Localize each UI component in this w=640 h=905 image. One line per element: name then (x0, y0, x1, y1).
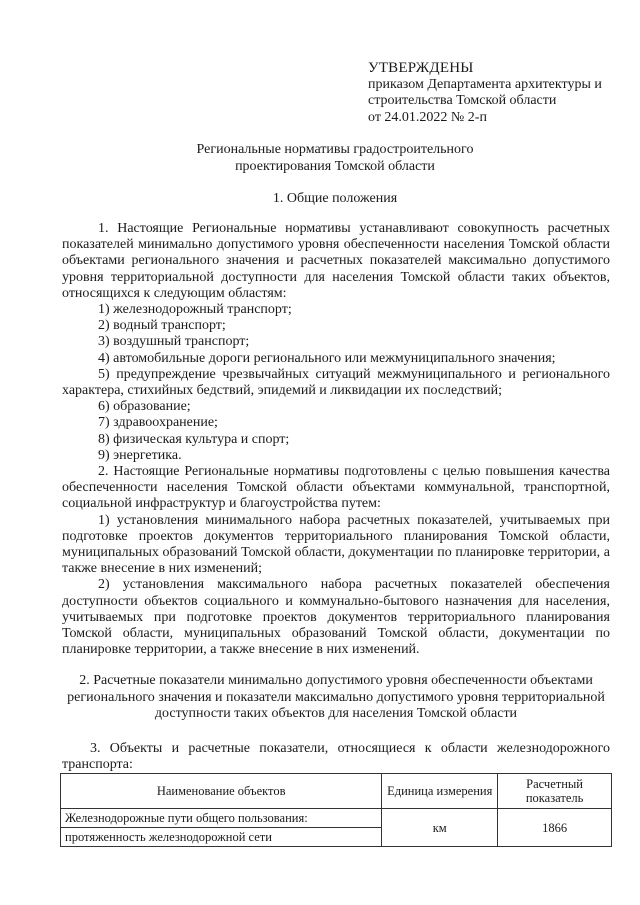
document-title (90, 142, 580, 175)
value-cell: 1866 (498, 809, 612, 847)
list-item: 2) установления максимального набора расчетных показателей обеспечения доступности объектов социального и коммунально-бытового назначения для населения, учитываемых при подготовке проектов документов территориального планирования Томской области, муниципальных образований Томской области, документации по планировке территории, а также внесение в них изменений. (62, 577, 610, 658)
section-1-heading: 1. Общие положения (272, 191, 398, 206)
approval-line: приказом Департамента архитектуры и (368, 76, 602, 92)
section-2-heading (62, 673, 610, 723)
table-cell: Железнодорожные пути общего пользования: (61, 809, 382, 828)
table-cell: протяженность железнодорожной сети (61, 828, 382, 847)
column-header: Единица измерения (382, 774, 498, 809)
list-item: 5) предупреждение чрезвычайных ситуаций межмуниципального и регионального характера, стихийных бедствий, эпидемий и ликвидации их последствий; (62, 366, 610, 399)
title-line: проектирования Томской области (235, 158, 435, 174)
paragraph-2: 2. Настоящие Региональные нормативы подготовлены с целью повышения качества обеспеченности населения Томской области объектами коммунальной, транспортной, социальной инфраструктур и благоустройства путем: (62, 464, 610, 512)
column-header: Наименование объектов (61, 774, 382, 809)
unit-cell: км (382, 809, 498, 847)
heading-line: регионального значения и показатели максимально допустимого уровня территориальной (67, 689, 605, 705)
column-header: Расчетный показатель (498, 774, 612, 809)
list-item: 6) образование; (98, 399, 191, 415)
list-item: 7) здравоохранение; (98, 415, 218, 431)
table-header-row (61, 774, 612, 809)
heading-line: 2. Расчетные показатели минимально допустимого уровня обеспеченности объектами (79, 673, 593, 688)
section-1-body (62, 221, 610, 658)
paragraph-1: 1. Настоящие Региональные нормативы устанавливают совокупность расчетных показателей минимально допустимого уровня обеспеченности населения Томской области объектами регионального значения и расчетных показателей максимально допустимого уровня территориальной доступности для населения Томской области таких объектов, относящихся к следующим областям: (62, 221, 610, 301)
approval-date: от 24.01.2022 № 2-п (368, 109, 487, 125)
objects-table (60, 773, 612, 847)
heading-line: доступности таких объектов для населения Томской области (154, 706, 518, 721)
title-line: Региональные нормативы градостроительного (196, 142, 474, 157)
list-item: 8) физическая культура и спорт; (98, 431, 290, 447)
list-item: 3) воздушный транспорт; (98, 334, 250, 350)
approval-heading: УТВЕРЖДЕНЫ (368, 60, 474, 76)
list-item: 1) установления минимального набора расчетных показателей, учитываемых при подготовке проектов документов территориального планирования Томской области, муниципальных образований Томской области, документации по планировке территории, а также внесение в них изменений; (62, 512, 610, 577)
list-item: 2) водный транспорт; (98, 318, 226, 334)
list-item: 1) железнодорожный транспорт; (98, 302, 292, 318)
list-item: 4) автомобильные дороги регионального или межмуниципального значения; (98, 350, 556, 366)
list-item: 9) энергетика. (98, 447, 182, 463)
paragraph-3: 3. Объекты и расчетные показатели, относящиеся к области железнодорожного транспорта: (62, 741, 610, 773)
table-row (61, 809, 612, 828)
approval-line: строительства Томской области (368, 93, 557, 108)
approval-block (368, 60, 628, 126)
